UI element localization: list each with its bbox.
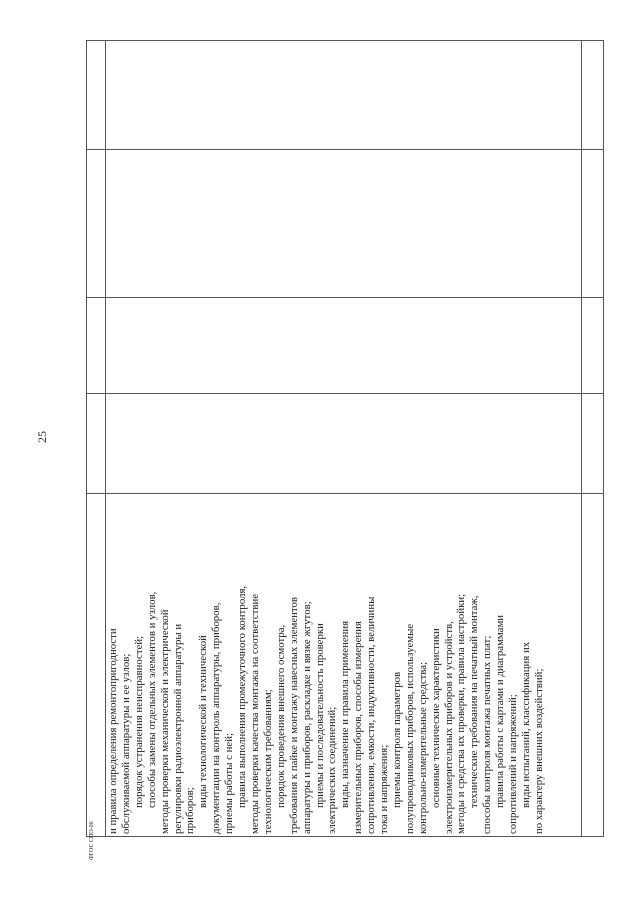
content-line: электрических соединений; <box>326 706 339 834</box>
content-line: виды технологической и технической <box>197 635 210 808</box>
content-line: аппаратуры и приборов, раскладке и вязке жгутов; <box>300 601 313 834</box>
content-line: измерительных приборов, способы измерения <box>352 621 365 834</box>
content-line: приборов; <box>184 787 197 834</box>
content-line: способы замены отдельных элементов и узлов, <box>145 591 158 808</box>
content-line: правила выполнения промежуточного контроля, <box>236 585 249 808</box>
content-line: сопротивления, емкости, индуктивности, величины <box>365 596 378 834</box>
content-line: виды, назначение и правила применения <box>339 620 352 808</box>
content-line: электроизмерительных приборов и устройств, <box>442 621 455 834</box>
content-line: порядок устранения неисправностей; <box>132 635 145 808</box>
content-line: полупроводниковых приборов, используемые <box>403 623 416 834</box>
table-row-divider <box>87 297 603 298</box>
content-line: методы проверки механической и электрической <box>158 609 171 834</box>
table-cell-content <box>105 493 603 836</box>
content-line: порядок проведения внешнего осмотра, <box>274 624 287 808</box>
content-line: приемы контроля параметров <box>390 671 403 808</box>
footer-label: ФГОС СПО-06 <box>89 821 95 860</box>
content-line: тока и напряжения; <box>378 744 391 834</box>
content-line: правила работы с картами и диаграммами <box>494 614 507 808</box>
content-line: документации на контроль аппаратуры, приборов, <box>210 602 223 834</box>
content-line: виды испытаний, классификация их <box>520 641 532 808</box>
content-line: обслуживаемой аппаратуры и ее узлов; <box>119 653 132 834</box>
content-line: регулировки радиоэлектронной аппаратуры и <box>171 623 184 834</box>
content-line: контрольно-измерительные средства; <box>416 661 429 834</box>
table-row-divider <box>87 149 603 150</box>
content-line: приемы работы с ней; <box>223 733 236 834</box>
content-line: технические требования на печатный монтаж, <box>468 595 481 808</box>
content-line: методы и средства их проверки, правила настройки; <box>455 593 468 834</box>
content-line: методы проверки качества монтажа на соответствие <box>248 593 261 834</box>
table-row-divider <box>87 393 603 394</box>
content-line: основные технические характеристики <box>429 628 442 808</box>
content-line: сопротивлений и напряжений; <box>507 694 520 834</box>
content-line: по характеру внешних воздействий; <box>532 668 545 834</box>
content-line: требования к пайке и монтажу навесных элементов <box>287 596 300 834</box>
content-line: и правила определения ремонтопригодности <box>107 628 119 834</box>
content-line: способы контроля монтажа печатных плат; <box>481 635 494 834</box>
content-line: приемы и последовательность проверки <box>313 623 326 808</box>
content-line: технологическим требованиям; <box>261 689 274 834</box>
page-number: 25 <box>35 431 49 443</box>
